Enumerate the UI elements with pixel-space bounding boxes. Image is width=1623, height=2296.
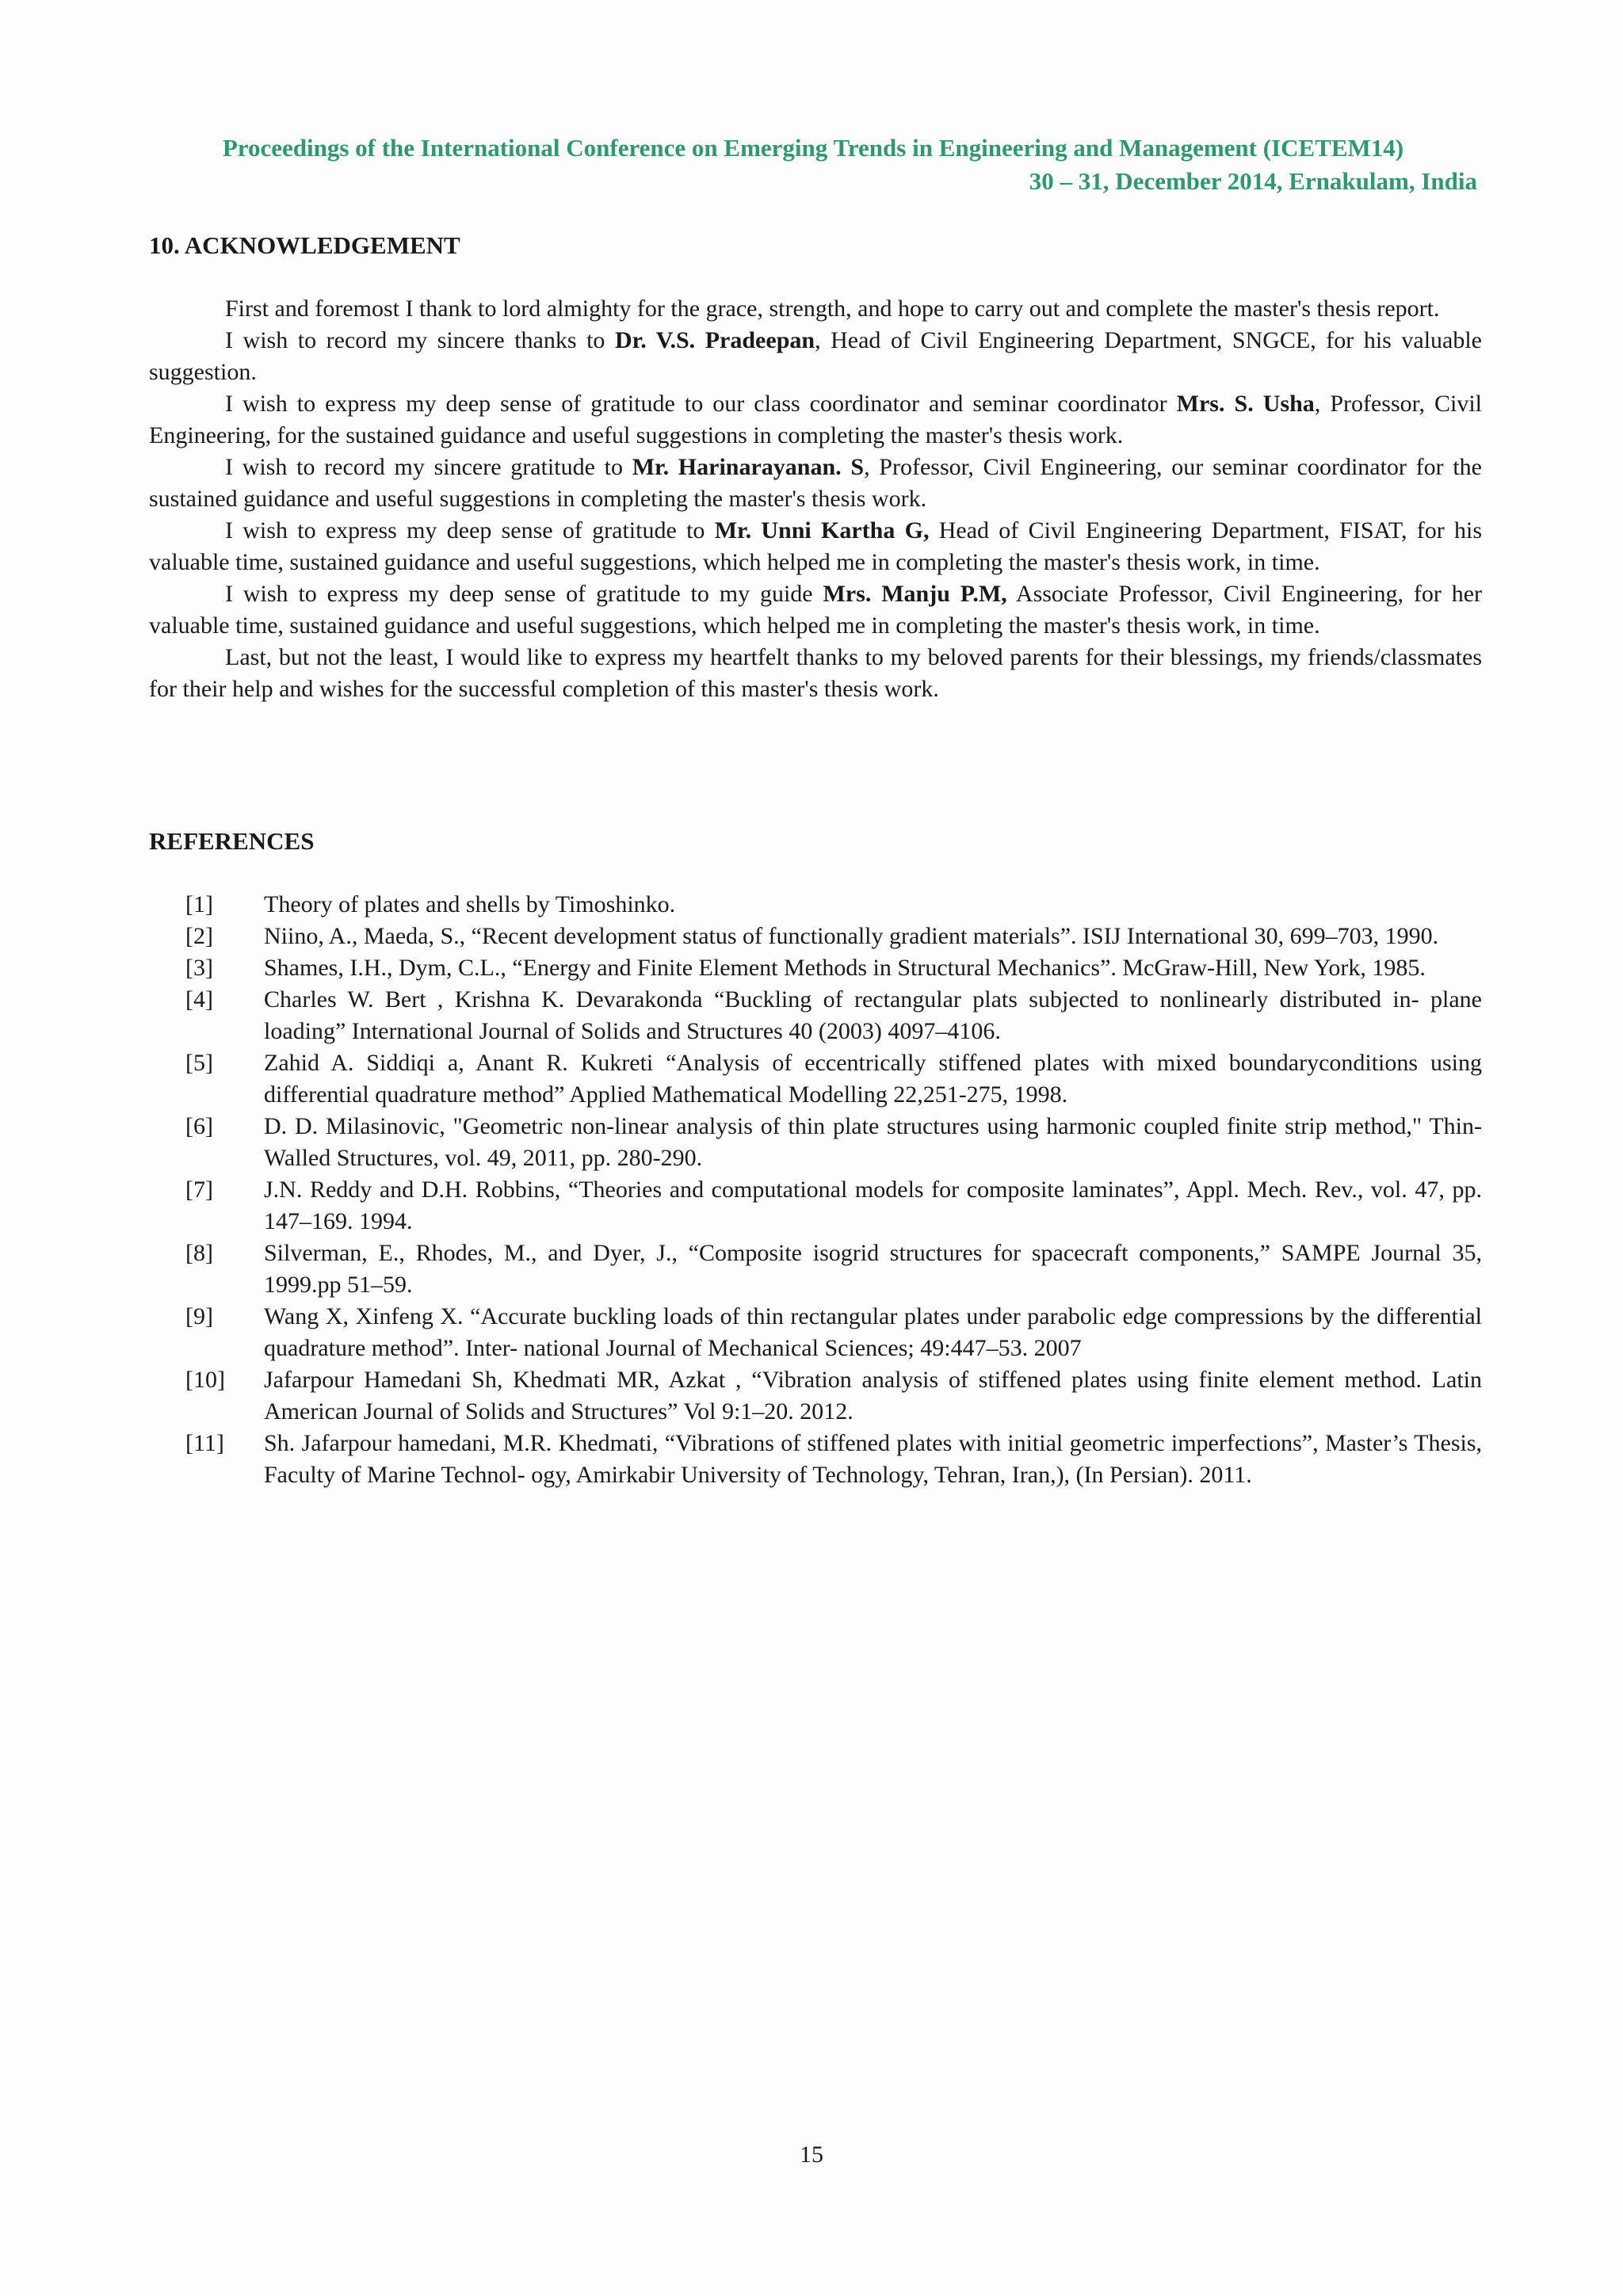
conference-title: Proceedings of the International Conference on Emerging Trends in Engineering and Management (ICETEM14) [222,134,1404,162]
reference-number: [2] [185,923,213,949]
reference-number: [7] [185,1177,213,1203]
ack-person-name: Mrs. Manju P.M, [823,581,1007,607]
reference-list [149,889,1482,1491]
reference-item [149,1047,1482,1111]
reference-text: Jafarpour Hamedani Sh, Khedmati MR, Azkat , “Vibration analysis of stiffened plates using finite element method. Latin American Journal of Solids and Structures” Vol 9:1–20. 2012. [264,1367,1482,1425]
reference-item [149,921,1482,952]
reference-text: Sh. Jafarpour hamedani, M.R. Khedmati, “Vibrations of stiffened plates with initial geometric imperfections”, Master’s Thesis, Faculty of Marine Technol- ogy, Amirkabir University of Technology, Tehran, Iran,), (In Persian). 2011. [264,1430,1482,1488]
reference-text: Theory of plates and shells by Timoshinko. [264,891,676,917]
ack-text: I wish to record my sincere gratitude to [225,454,632,480]
reference-item [149,1364,1482,1428]
running-header [149,132,1477,198]
reference-text: Charles W. Bert , Krishna K. Devarakonda “Buckling of rectangular plats subjected to nonlinearly distributed in- plane loading” International Journal of Solids and Structures 40 (2003) 4097–4106. [264,986,1482,1044]
ack-paragraph [149,515,1482,578]
reference-text: D. D. Milasinovic, "Geometric non-linear analysis of thin plate structures using harmonic coupled finite strip method," Thin-Walled Structures, vol. 49, 2011, pp. 280-290. [264,1113,1482,1171]
ack-person-name: Mr. Unni Kartha G, [714,517,930,543]
ack-text: Head of Civil Engineering Department, FISAT, for his valuable time, sustained guidance and useful suggestions, which helped me in completing the master's thesis work, in time. [149,517,1482,575]
ack-text: I wish to express my deep sense of gratitude to our class coordinator and seminar coordinator [225,391,1177,417]
reference-item [149,1174,1482,1238]
reference-text: Shames, I.H., Dym, C.L., “Energy and Finite Element Methods in Structural Mechanics”. McGraw-Hill, New York, 1985. [264,955,1426,981]
reference-number: [9] [185,1303,213,1329]
ack-text: , Professor, Civil Engineering, our seminar coordinator for the sustained guidance and useful suggestions in completing the master's thesis work. [149,454,1483,512]
ack-paragraph [149,642,1482,705]
ack-paragraph [149,293,1482,325]
reference-item [149,1301,1482,1364]
reference-item [149,889,1482,921]
reference-item [149,1111,1482,1174]
reference-item [149,984,1482,1047]
ack-paragraph [149,388,1482,452]
references-heading: REFERENCES [149,827,315,855]
ack-text: I wish to express my deep sense of gratitude to my guide [225,581,823,607]
reference-number: [8] [185,1240,213,1266]
reference-text: J.N. Reddy and D.H. Robbins, “Theories and computational models for composite laminates”, Appl. Mech. Rev., vol. 47, pp. 147–169. 1994. [264,1177,1482,1234]
acknowledgement-body [149,293,1482,705]
reference-number: [10] [185,1367,225,1393]
ack-person-name: Dr. V.S. Pradeepan [614,327,815,353]
ack-person-name: Mrs. S. Usha [1176,391,1315,417]
reference-item [149,952,1482,984]
reference-number: [1] [185,891,213,917]
reference-number: [4] [185,986,213,1013]
ack-text: First and foremost I thank to lord almighty for the grace, strength, and hope to carry out and complete the master's thesis report. [225,296,1440,322]
reference-text: Silverman, E., Rhodes, M., and Dyer, J., “Composite isogrid structures for spacecraft components,” SAMPE Journal 35, 1999.pp 51–59. [264,1240,1482,1298]
page-number: 15 [800,2142,823,2168]
ack-text: Associate Professor, Civil Engineering, for her valuable time, sustained guidance and useful suggestions, which helped me in completing the master's thesis work, in time. [149,581,1483,639]
ack-text: , Professor, Civil Engineering, for the sustained guidance and useful suggestions in completing the master's thesis work. [149,391,1482,448]
reference-number: [5] [185,1050,213,1076]
ack-paragraph [149,325,1482,388]
reference-number: [6] [185,1113,213,1139]
ack-text: , Head of Civil Engineering Department, SNGCE, for his valuable suggestion. [149,327,1482,385]
ack-text: Last, but not the least, I would like to express my heartfelt thanks to my beloved parents for their blessings, my friends/classmates for their help and wishes for the successful completion of this master's thesis work. [149,644,1482,702]
ack-paragraph [149,578,1482,642]
reference-number: [3] [185,955,213,981]
reference-item [149,1428,1482,1491]
conference-date-location: 30 – 31, December 2014, Ernakulam, India [1029,167,1477,195]
reference-text: Wang X, Xinfeng X. “Accurate buckling loads of thin rectangular plates under parabolic edge compressions by the differential quadrature method”. Inter- national Journal of Mechanical Sciences; 49:447–53. 2007 [264,1303,1482,1361]
ack-paragraph [149,452,1482,515]
reference-number: [11] [185,1430,224,1456]
reference-text: Niino, A., Maeda, S., “Recent development status of functionally gradient materials”. ISIJ International 30, 699–703, 1990. [264,923,1439,949]
acknowledgement-heading: 10. ACKNOWLEDGEMENT [149,231,460,259]
reference-item [149,1238,1482,1301]
ack-person-name: Mr. Harinarayanan. S [632,454,865,480]
ack-text: I wish to record my sincere thanks to [225,327,615,353]
reference-text: Zahid A. Siddiqi a, Anant R. Kukreti “Analysis of eccentrically stiffened plates with mixed boundaryconditions using differential quadrature method” Applied Mathematical Modelling 22,251-275, 1998. [264,1050,1482,1108]
ack-text: I wish to express my deep sense of gratitude to [225,517,715,543]
